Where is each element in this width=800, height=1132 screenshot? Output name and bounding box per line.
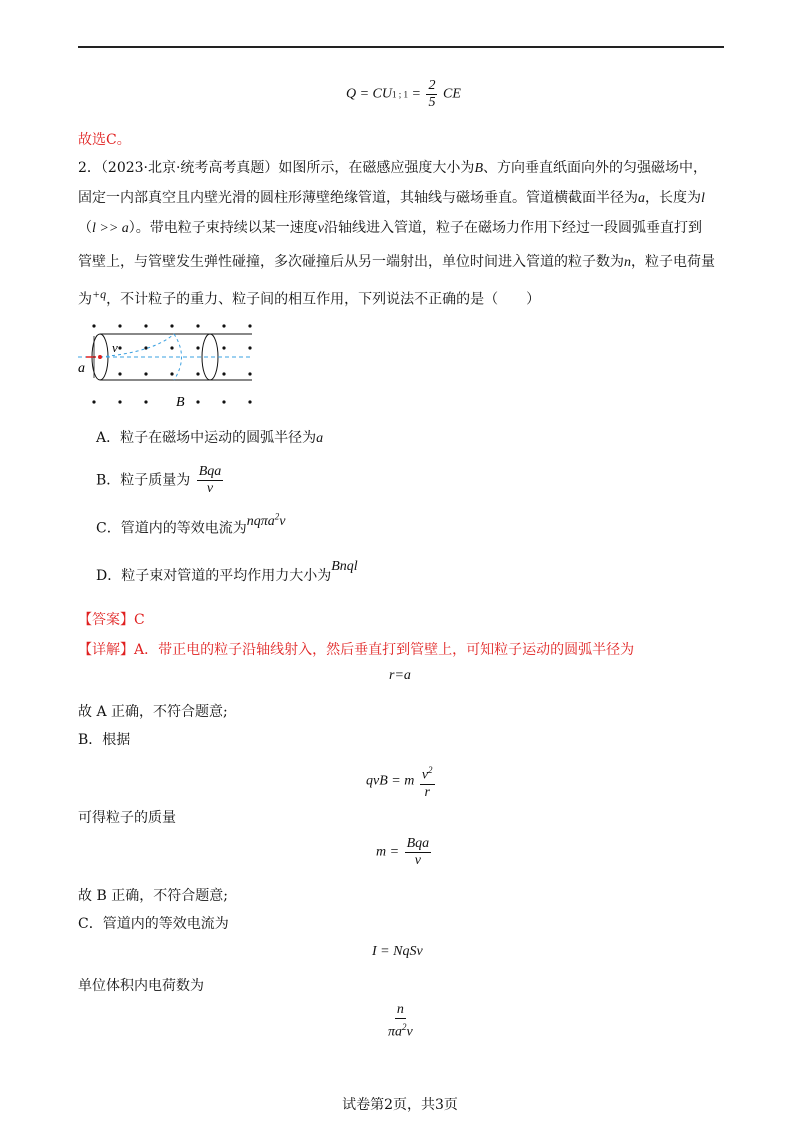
analysis-b-intro: B．根据: [78, 732, 131, 748]
question-line-5: 为+q，不计粒子的重力、粒子间的相互作用，下列说法不正确的是（ ）: [78, 287, 541, 308]
velocity-label: v: [112, 340, 118, 355]
pipe-in-magnetic-field-figure: [74, 322, 264, 412]
header-rule: [78, 46, 724, 48]
page-footer: 试卷第2页，共3页: [342, 1097, 458, 1113]
radius-equation: r=a: [389, 668, 411, 683]
analysis-a-text: 【详解】A．带正电的粒子沿轴线射入，然后垂直打到管壁上，可知粒子运动的圆弧半径为: [78, 642, 635, 658]
question-line-4: 管壁上，与管壁发生弹性碰撞，多次碰撞后从另一端射出，单位时间进入管道的粒子数为n，粒子电荷量: [78, 254, 715, 270]
analysis-c-intro: C．管道内的等效电流为: [78, 916, 229, 932]
magnetic-field-dots: [92, 324, 251, 403]
current-equation: I = NqSv: [372, 944, 423, 959]
question-line-1: 2．（2023·北京·统考高考真题）如图所示，在磁感应强度大小为B、方向垂直纸面向外的匀强磁场中，: [78, 160, 707, 176]
question-line-3: （l >> a）。带电粒子束持续以某一速度v沿轴线进入管道，粒子在磁场力作用下经过一段圆弧垂直打到: [78, 220, 703, 236]
option-a[interactable]: A．粒子在磁场中运动的圆弧半径为a: [96, 430, 324, 446]
radius-label: a: [78, 361, 85, 376]
lorentz-force-equation: qvB = m $\frac{v^2}{r}$: [366, 762, 437, 801]
option-b[interactable]: B．粒子质量为 $\frac{\text{Bqa}}{v}$: [96, 464, 222, 496]
mass-equation: m = $\frac{\text{Bqa}}{v}$: [376, 836, 430, 868]
field-label: B: [176, 395, 185, 410]
option-d[interactable]: D．粒子束对管道的平均作用力大小为Bnql: [96, 559, 358, 584]
charge-density-expression: $\frac{n}{\pi a^2v}$: [388, 1002, 413, 1040]
previous-conclusion: 故选C。: [78, 132, 131, 148]
question-line-2: 固定一内部真空且内壁光滑的圆柱形薄壁绝缘管道，其轴线与磁场垂直。管道横截面半径为a，长度为l: [78, 190, 705, 206]
answer-label: 【答案】C: [78, 612, 145, 628]
analysis-b-conclusion: 故 B 正确，不符合题意;: [78, 888, 228, 904]
option-c[interactable]: C．管道内的等效电流为nqπa$^2$v: [96, 511, 286, 537]
analysis-c-density-text: 单位体积内电荷数为: [78, 978, 204, 994]
analysis-b-mass-text: 可得粒子的质量: [78, 810, 176, 826]
formula-capacitor-charge: Q = CU1 ; 1 = $\frac{2}{5}$ CE: [346, 78, 461, 110]
analysis-a-conclusion: 故 A 正确，不符合题意;: [78, 704, 228, 720]
